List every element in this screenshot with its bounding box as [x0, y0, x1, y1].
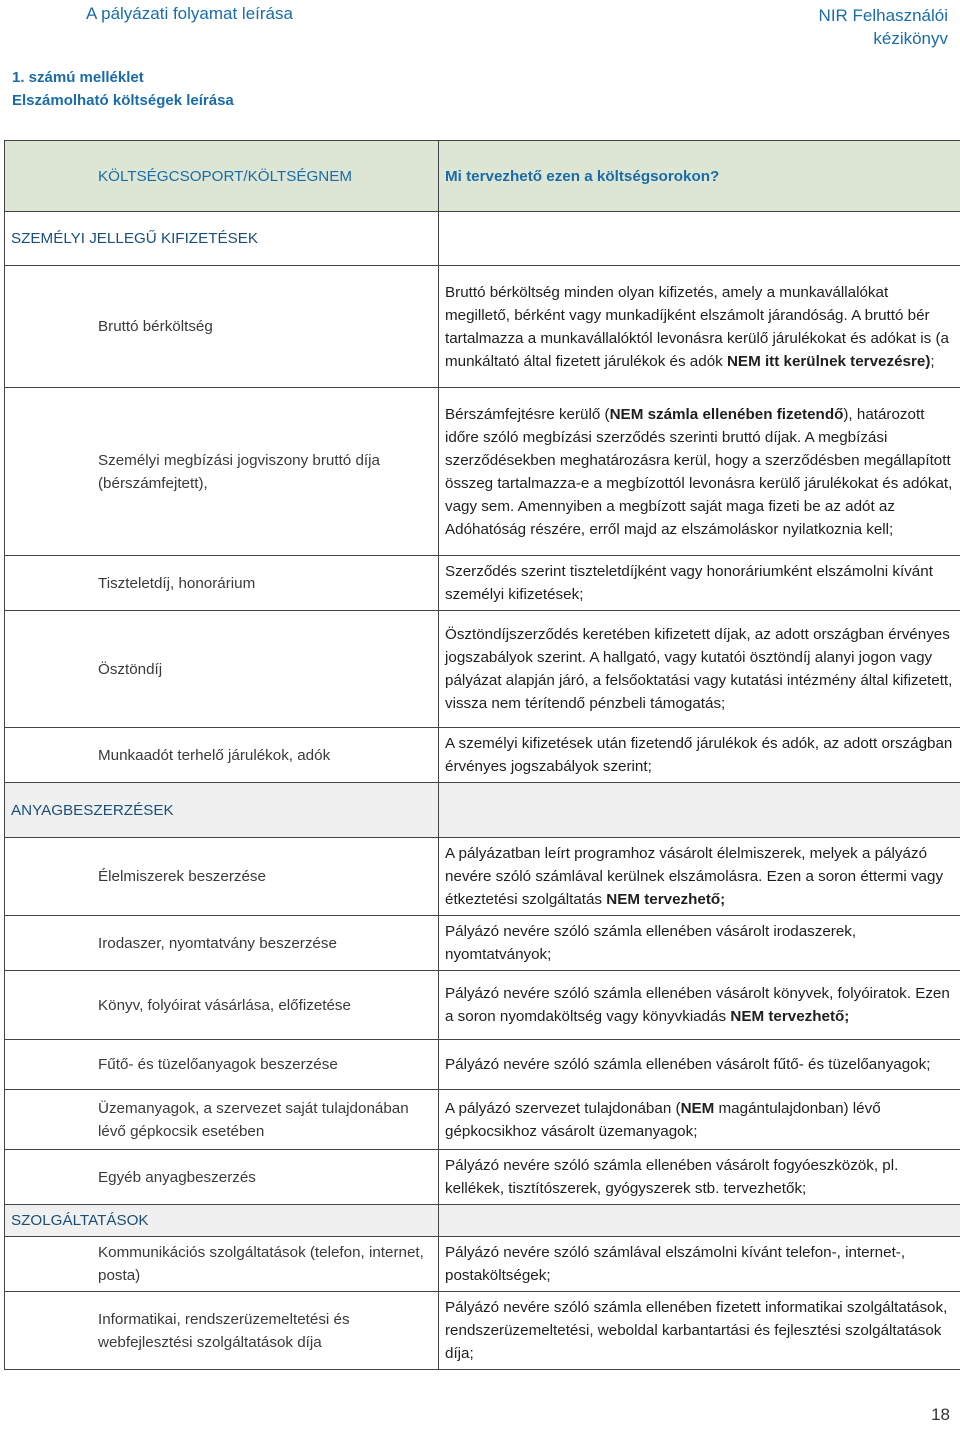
column-header-cost-group: KÖLTSÉGCSOPORT/KÖLTSÉGNEM	[80, 141, 439, 212]
section-title: ANYAGBESZERZÉSEK	[5, 783, 439, 838]
cost-item-name: Munkaadót terhelő járulékok, adók	[80, 728, 439, 783]
header-spacer	[5, 141, 81, 212]
cost-item-description: Bérszámfejtésre kerülő (NEM számla ellenében fizetendő), határozott időre szóló megbízási szerződés szerinti bruttó díjak. A megbízási szerződésekben meghatározásra kerül, hogy a szerződésben megállapított összeg tartalmazza-e a megbízottól levonásra kerülő járulékokat és adókat, vagy sem. Amennyiben a megbízott saját maga fizeti be az adót az Adóhatóság részére, erről majd az elszámoláskor nyilatkoznia kell;	[439, 388, 960, 556]
table-row	[5, 1292, 960, 1370]
page-number: 18	[931, 1405, 950, 1424]
section-row-materials	[5, 783, 960, 838]
cost-item-description: Ösztöndíjszerződés keretében kifizetett díjak, az adott országban érvényes jogszabályok szerint. A hallgató, vagy kutatói ösztöndíj alanyi jogon vagy pályázat alapján járó, a felsőoktatási vagy kutatási intézmény által kifizetett, vissza nem térítendő pénzbeli támogatás;	[439, 611, 960, 728]
cost-item-description: Bruttó bérköltség minden olyan kifizetés, amely a munkavállalókat megillető, bérként vagy munkadíjként elszámolt járandóság. A bruttó bér tartalmazza a munkavállalóktól levonásra kerülő járulékokat és adókat is (a munkáltató által fizetett járulékok és adók NEM itt kerülnek tervezésre);	[439, 266, 960, 388]
running-header-manual-line1: NIR Felhasználói	[818, 6, 948, 25]
cost-item-description: Pályázó nevére szóló számlával elszámolni kívánt telefon-, internet-, postaköltségek;	[439, 1237, 960, 1292]
table-header-row	[5, 141, 960, 212]
table-row	[5, 1040, 960, 1090]
cost-item-description: A személyi kifizetések után fizetendő járulékok és adók, az adott országban érvényes jogszabályok szerint;	[439, 728, 960, 783]
section-spacer	[439, 783, 960, 838]
cost-item-name: Informatikai, rendszerüzemeltetési és webfejlesztési szolgáltatások díja	[80, 1292, 439, 1370]
table-row	[5, 971, 960, 1040]
annex-number: 1. számú melléklet	[12, 69, 144, 86]
section-row-personnel	[5, 212, 960, 266]
running-header-manual-line2: kézikönyv	[873, 29, 948, 48]
cost-item-name: Irodaszer, nyomtatvány beszerzése	[80, 916, 439, 971]
table-row	[5, 1090, 960, 1150]
cost-item-name: Könyv, folyóirat vásárlása, előfizetése	[80, 971, 439, 1040]
cost-item-description: Pályázó nevére szóló számla ellenében vásárolt fogyóeszközök, pl. kellékek, tisztítószerek, gyógyszerek stb. tervezhetők;	[439, 1150, 960, 1205]
table-row	[5, 838, 960, 916]
cost-item-name: Élelmiszerek beszerzése	[80, 838, 439, 916]
annex-heading	[12, 66, 234, 112]
section-title: SZOLGÁLTATÁSOK	[5, 1205, 439, 1237]
cost-item-name: Üzemanyagok, a szervezet saját tulajdonában lévő gépkocsik esetében	[80, 1090, 439, 1150]
section-row-services	[5, 1205, 960, 1237]
section-title: SZEMÉLYI JELLEGŰ KIFIZETÉSEK	[5, 212, 439, 266]
cost-item-description: Pályázó nevére szóló számla ellenében vásárolt fűtő- és tüzelőanyagok;	[439, 1040, 960, 1090]
running-header-title: A pályázati folyamat leírása	[86, 4, 293, 23]
table-row	[5, 916, 960, 971]
section-spacer	[439, 1205, 960, 1237]
table-row	[5, 611, 960, 728]
table-row	[5, 728, 960, 783]
cost-item-name: Egyéb anyagbeszerzés	[80, 1150, 439, 1205]
cost-item-description: Pályázó nevére szóló számla ellenében fizetett informatikai szolgáltatások, rendszerüzemeltetési, weboldal karbantartási és fejlesztési szolgáltatások díja;	[439, 1292, 960, 1370]
cost-item-name: Kommunikációs szolgáltatások (telefon, internet, posta)	[80, 1237, 439, 1292]
cost-item-description: A pályázatban leírt programhoz vásárolt élelmiszerek, melyek a pályázó nevére szóló számlával kerülnek elszámolásra. Ezen a soron éttermi vagy étkeztetési szolgáltatás NEM tervezhető;	[439, 838, 960, 916]
table-row	[5, 1237, 960, 1292]
cost-item-description: Szerződés szerint tiszteletdíjként vagy honoráriumként elszámolni kívánt személyi kifizetések;	[439, 556, 960, 611]
table-row	[5, 266, 960, 388]
cost-item-description: Pályázó nevére szóló számla ellenében vásárolt irodaszerek, nyomtatványok;	[439, 916, 960, 971]
table-row	[5, 1150, 960, 1205]
cost-item-name: Tiszteletdíj, honorárium	[80, 556, 439, 611]
running-header-manual	[819, 4, 948, 50]
table-row	[5, 388, 960, 556]
cost-item-description: A pályázó szervezet tulajdonában (NEM magántulajdonban) lévő gépkocsikhoz vásárolt üzemanyagok;	[439, 1090, 960, 1150]
annex-title: Elszámolható költségek leírása	[12, 92, 234, 109]
cost-item-name: Bruttó bérköltség	[80, 266, 439, 388]
cost-item-name: Ösztöndíj	[80, 611, 439, 728]
cost-item-description: Pályázó nevére szóló számla ellenében vásárolt könyvek, folyóiratok. Ezen a soron nyomdaköltség vagy könyvkiadás NEM tervezhető;	[439, 971, 960, 1040]
cost-item-name: Személyi megbízási jogviszony bruttó díja (bérszámfejtett),	[80, 388, 439, 556]
table-row	[5, 556, 960, 611]
section-spacer	[439, 212, 960, 266]
column-header-plannable: Mi tervezhető ezen a költségsorokon?	[439, 141, 960, 212]
eligible-costs-table	[4, 140, 960, 1370]
cost-item-name: Fűtő- és tüzelőanyagok beszerzése	[80, 1040, 439, 1090]
